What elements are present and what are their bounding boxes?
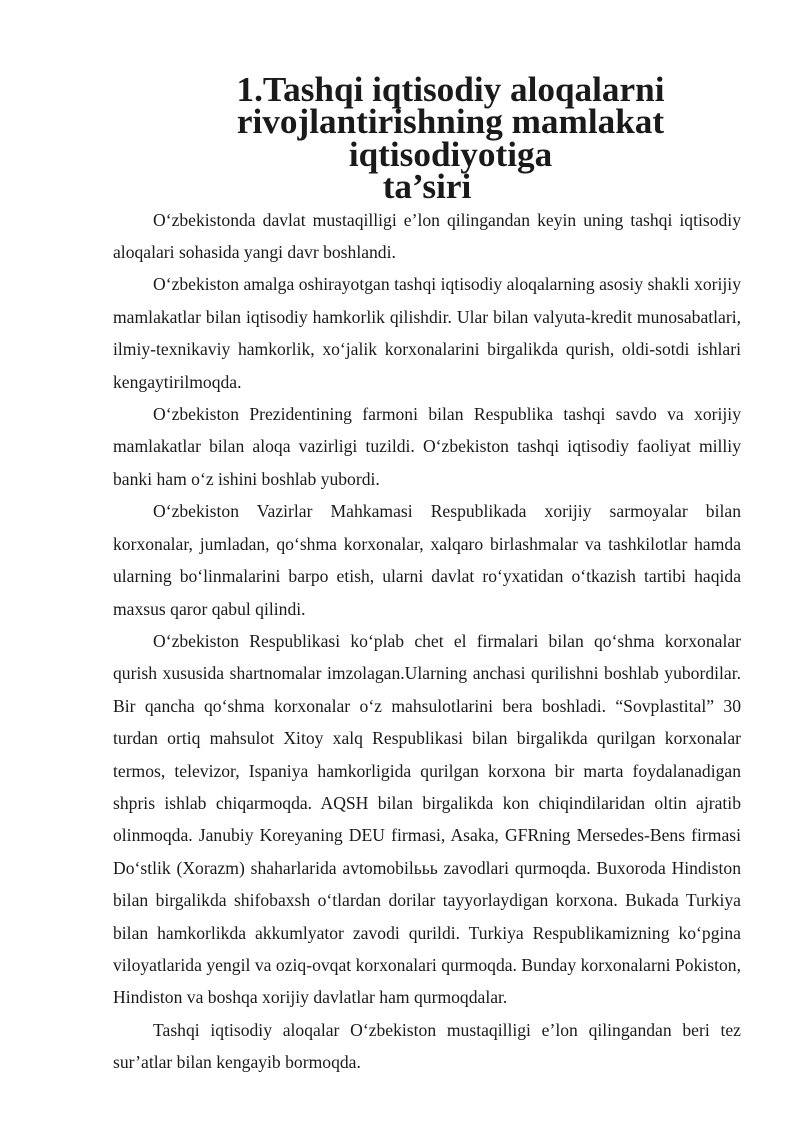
paragraph-3: O‘zbekiston Prezidentining farmoni bilan Respublika tashqi savdo va xorijiy mamlakatlar bilan aloqa vazirligi tuzildi. O‘zbekiston tashqi iqtisodiy faoliyat milliy banki ham o‘z ishini boshlab yubordi. — [113, 404, 741, 489]
section-title — [113, 70, 741, 207]
section-title-line-1: 1.Tashqi iqtisodiy aloqalarni rivojlantirishning mamlakat iqtisodiyotiga — [236, 70, 665, 174]
document-page — [113, 70, 741, 1079]
paragraph-4: O‘zbekiston Vazirlar Mahkamasi Respublikada xorijiy sarmoyalar bilan korxonalar, jumladan, qo‘shma korxonalar, xalqaro birlashmalar va tashkilotlar hamda ularning bo‘linmalarini barpo etish, ularni davlat ro‘yxatidan o‘tkazish tartibi haqida maxsus qaror qabul qilindi. — [113, 501, 741, 619]
paragraph-1: O‘zbekistonda davlat mustaqilligi e’lon qilingandan keyin uning tashqi iqtisodiy aloqalari sohasida yangi davr boshlandi. — [113, 209, 741, 263]
paragraph-5: O‘zbekiston Respublikasi ko‘plab chet el firmalari bilan qo‘shma korxonalar qurish xususida shartnomalar imzolagan.Ularning anchasi qurilishni boshlab yubordilar. Bir qancha qo‘shma korxonalar o‘z mahsulotlarini bera boshladi. “Sovplastital” 30 turdan ortiq mahsulot Xitoy xalq Respublikasi bilan birgalikda qurilgan korxonalar termos, televizor, Ispaniya hamkorligida qurilgan korxona bir marta foydalanadigan shpris ishlab chiqarmoqda. AQSH bilan birgalikda kon chiqindilaridan oltin ajratib olinmoqda. Janubiy Koreyaning DEU firmasi, Asaka, GFRning Mersedes-Bens firmasi Do‘stlik (Xorazm) shaharlarida avtomobilььь zavodlari qurmoqda. Buxoroda Hindiston bilan birgalikda shifobaxsh o‘tlardan dorilar tayyorlaydigan korxona. Bukada Turkiya bilan hamkorlikda akkumlyator zavodi qurildi. Turkiya Respublikamizning ko‘pgina viloyatlarida yengil va oziq-ovqat korxonalari qurmoqda. Bunday korxonalarni Pokiston, Hindiston va boshqa xorijiy davlatlar ham qurmoqdalar. — [113, 630, 741, 1008]
paragraph-6: Tashqi iqtisodiy aloqalar O‘zbekiston mustaqilligi e’lon qilingandan beri tez sur’atlar bilan kengayib bormoqda. — [113, 1019, 741, 1073]
section-title-line-2: ta’siri — [382, 167, 472, 207]
paragraph-2: O‘zbekiston amalga oshirayotgan tashqi iqtisodiy aloqalarning asosiy shakli xorijiy mamlakatlar bilan iqtisodiy hamkorlik qilishdir. Ular bilan valyuta-kredit munosabatlari, ilmiy-texnikaviy hamkorlik, xo‘jalik korxonalarini birgalikda qurish, oldi-sotdi ishlari kengaytirilmoqda. — [113, 274, 741, 392]
